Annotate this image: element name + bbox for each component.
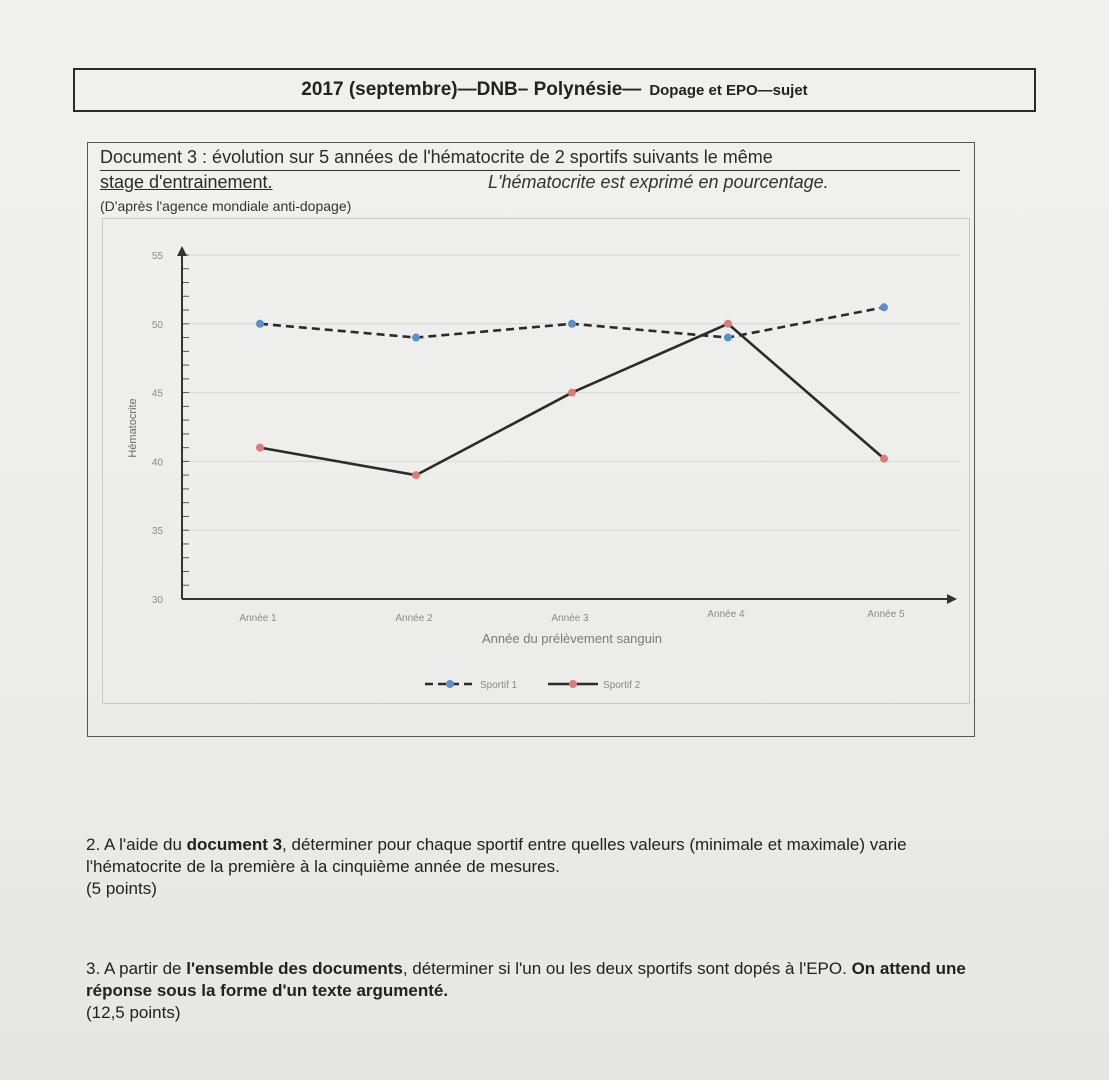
document-title-continued: stage d'entrainement. xyxy=(100,172,273,192)
legend xyxy=(425,680,641,691)
question-3-points: (12,5 points) xyxy=(86,1003,181,1022)
y-axis-label: Hématocrite xyxy=(127,398,139,458)
y-axis-arrow xyxy=(177,246,187,256)
question-3-text-b: , déterminer si l'un ou les deux sportifs sont dopés à l'EPO. xyxy=(402,959,847,978)
series-line-2 xyxy=(260,324,884,475)
question-2-bold: document 3 xyxy=(186,835,283,854)
x-axis-arrow xyxy=(947,594,957,604)
x-tick-labels xyxy=(239,609,905,624)
question-2-text-b: , déterminer pour chaque sportif entre quelles valeurs (minimale et maximale) varie l'hématocrite de la première à la cinquième année de mesures. xyxy=(86,835,907,876)
axes xyxy=(127,246,957,646)
question-2-points: (5 points) xyxy=(86,879,157,898)
y-tick-30: 30 xyxy=(151,595,163,606)
y-tick-55: 55 xyxy=(151,251,163,262)
question-3-bold-a: l'ensemble des documents xyxy=(186,959,403,978)
x-axis-label: Année du prélèvement sanguin xyxy=(482,631,662,646)
question-3-number: 3. xyxy=(86,959,101,978)
series-2-point-2 xyxy=(412,471,420,479)
series-1-point-1 xyxy=(256,320,264,328)
question-3-bold-b: On attend une réponse sous la forme d'un texte argumenté. xyxy=(86,959,966,1000)
y-tick-45: 45 xyxy=(151,388,163,400)
y-tick-35: 35 xyxy=(151,526,163,538)
x-tick-2: Année 2 xyxy=(395,613,433,624)
question-3 xyxy=(86,958,986,1024)
series-lines xyxy=(256,303,888,479)
question-2-text-a: A l'aide du xyxy=(103,835,182,854)
x-tick-4: Année 4 xyxy=(707,609,745,620)
x-tick-5: Année 5 xyxy=(867,609,905,620)
header-title: 2017 (septembre)—DNB– Polynésie— xyxy=(301,79,642,100)
series-2-point-3 xyxy=(568,389,576,397)
series-1-point-4 xyxy=(724,334,732,342)
x-tick-3: Année 3 xyxy=(551,613,589,624)
legend-marker-1 xyxy=(446,680,454,688)
series-2-point-5 xyxy=(880,455,888,463)
y-tick-labels xyxy=(152,251,164,606)
series-2-point-4 xyxy=(724,320,732,328)
series-1-point-3 xyxy=(568,320,576,328)
document-source: (D'après l'agence mondiale anti-dopage) xyxy=(100,198,352,214)
question-3-text-a: A partir de xyxy=(103,959,182,978)
question-2 xyxy=(86,834,986,900)
legend-label-2: Sportif 2 xyxy=(603,680,641,691)
unit-note: L'hématocrite est exprimé en pourcentage. xyxy=(488,172,829,192)
y-tick-50: 50 xyxy=(151,319,163,331)
series-1-point-2 xyxy=(412,334,420,342)
header-subtitle: Dopage et EPO—sujet xyxy=(649,81,808,99)
question-2-number: 2. xyxy=(86,835,101,854)
series-2-point-1 xyxy=(256,444,264,452)
series-1-point-5 xyxy=(880,303,888,311)
x-tick-1: Année 1 xyxy=(239,613,277,624)
y-tick-40: 40 xyxy=(151,457,163,469)
legend-label-1: Sportif 1 xyxy=(480,680,518,691)
document-title: Document 3 : évolution sur 5 années de l'hématocrite de 2 sportifs suivants le même xyxy=(100,147,773,167)
legend-marker-2 xyxy=(569,680,577,688)
